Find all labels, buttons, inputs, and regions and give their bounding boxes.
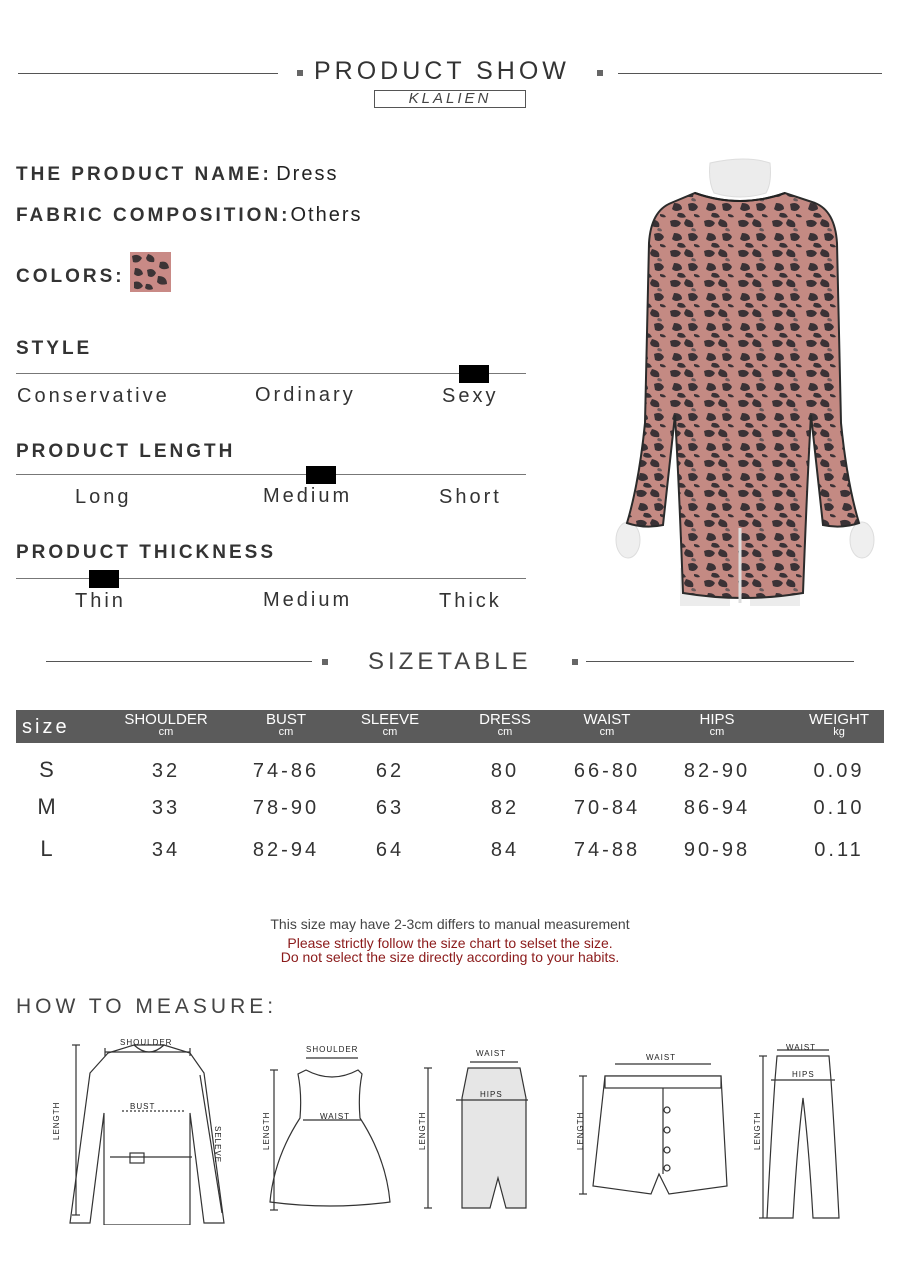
length-option-long: Long: [75, 486, 132, 508]
style-track: [16, 373, 526, 374]
sleeve-cell: 64: [375, 839, 405, 861]
size-cell: S: [39, 757, 57, 782]
length-option-medium: Medium: [263, 485, 353, 507]
thickness-option-thick: Thick: [439, 590, 502, 612]
style-option-conservative: Conservative: [17, 385, 170, 407]
shorts-waist-label: WAIST: [646, 1053, 677, 1062]
col-header-size: size: [22, 716, 70, 738]
style-marker: [459, 365, 489, 383]
dress-waist-label: WAIST: [320, 1112, 351, 1121]
skirt-length-label: LENGTH: [418, 1111, 427, 1150]
fabric-label: FABRIC COMPOSITION:: [16, 205, 291, 226]
hips-cell: 86-94: [683, 797, 751, 819]
dress-cell: 84: [490, 839, 520, 861]
waist-cell: 70-84: [573, 797, 641, 819]
thickness-option-thin: Thin: [75, 590, 126, 612]
product-photo: [600, 158, 890, 608]
sizetable-divider-right: [586, 661, 854, 662]
how-to-measure-title: HOW TO MEASURE:: [16, 995, 278, 1018]
shoulder-cell: 33: [151, 797, 181, 819]
style-title: STYLE: [16, 338, 93, 359]
col-header-waist: WAIST cm: [583, 711, 631, 738]
product-name-row: [16, 163, 338, 186]
header-bullet-right: [597, 70, 603, 76]
size-cell: L: [40, 836, 56, 861]
length-option-short: Short: [439, 486, 502, 508]
note-warning-2: Do not select the size directly according to your habits.: [280, 949, 620, 965]
product-name-value: Dress: [276, 163, 339, 185]
weight-cell: 0.11: [814, 839, 864, 861]
shorts-measure-diagram: [575, 1060, 735, 1200]
thickness-title: PRODUCT THICKNESS: [16, 542, 277, 563]
header-divider-left: [18, 73, 278, 74]
pants-waist-label: WAIST: [786, 1043, 817, 1052]
dress-shoulder-label: SHOULDER: [306, 1045, 359, 1054]
shoulder-cell: 32: [151, 760, 181, 782]
waist-cell: 66-80: [573, 760, 641, 782]
fabric-row: [16, 204, 362, 227]
length-marker: [306, 466, 336, 484]
size-cell: M: [37, 794, 59, 819]
dress-cell: 82: [490, 797, 520, 819]
header-bullet-left: [297, 70, 303, 76]
brand-box: KLALIEN: [374, 90, 526, 108]
colors-label: COLORS:: [16, 266, 125, 287]
pants-hips-label: HIPS: [792, 1070, 815, 1079]
dress-cell: 80: [490, 760, 520, 782]
product-name-label: THE PRODUCT NAME:: [16, 164, 272, 185]
shorts-length-label: LENGTH: [576, 1111, 585, 1150]
weight-cell: 0.09: [813, 760, 865, 782]
color-swatch-leopard[interactable]: [130, 252, 171, 292]
thickness-option-medium: Medium: [263, 589, 353, 611]
sizetable-bullet-left: [322, 659, 328, 665]
hips-cell: 82-90: [683, 760, 751, 782]
length-track: [16, 474, 526, 475]
style-option-ordinary: Ordinary: [255, 384, 356, 406]
col-header-dress: DRESS cm: [479, 711, 531, 738]
jacket-length-label: LENGTH: [52, 1101, 61, 1140]
thickness-marker: [89, 570, 119, 588]
col-header-hips: HIPS cm: [699, 711, 735, 738]
col-header-sleeve: SLEEVE cm: [360, 711, 420, 738]
hips-cell: 90-98: [683, 839, 751, 861]
bust-cell: 78-90: [252, 797, 320, 819]
sizetable-title: SIZETABLE: [368, 648, 532, 675]
col-header-shoulder: SHOULDER cm: [124, 711, 208, 738]
dress-length-label: LENGTH: [262, 1111, 271, 1150]
fabric-value: Others: [290, 204, 363, 226]
waist-cell: 74-88: [573, 839, 641, 861]
header-divider-right: [618, 73, 882, 74]
note-warning-1: Please strictly follow the size chart to selset the size.: [287, 935, 613, 951]
sizetable-divider-left: [46, 661, 312, 662]
jacket-sleeve-label: SELEVE: [213, 1126, 222, 1164]
shoulder-cell: 34: [151, 839, 181, 861]
skirt-hips-label: HIPS: [480, 1090, 503, 1099]
sizetable-bullet-right: [572, 659, 578, 665]
col-header-weight: WEIGHT kg: [809, 711, 869, 738]
skirt-measure-diagram: [420, 1058, 535, 1213]
weight-cell: 0.10: [813, 797, 865, 819]
length-title: PRODUCT LENGTH: [16, 441, 236, 462]
style-option-sexy: Sexy: [442, 385, 499, 407]
sleeve-cell: 62: [375, 760, 405, 782]
page-title: PRODUCT SHOW: [314, 57, 570, 85]
bust-cell: 74-86: [252, 760, 320, 782]
sleeve-cell: 63: [375, 797, 405, 819]
dress-measure-diagram: [266, 1050, 396, 1215]
pants-measure-diagram: [755, 1040, 845, 1222]
jacket-shoulder-label: SHOULDER: [120, 1038, 173, 1047]
note-measurement: This size may have 2-3cm differs to manual measurement: [270, 916, 630, 932]
jacket-bust-label: BUST: [130, 1102, 156, 1111]
col-header-bust: BUST cm: [265, 711, 306, 738]
bust-cell: 82-94: [252, 839, 320, 861]
skirt-waist-label: WAIST: [476, 1049, 507, 1058]
pants-length-label: LENGTH: [753, 1111, 762, 1150]
